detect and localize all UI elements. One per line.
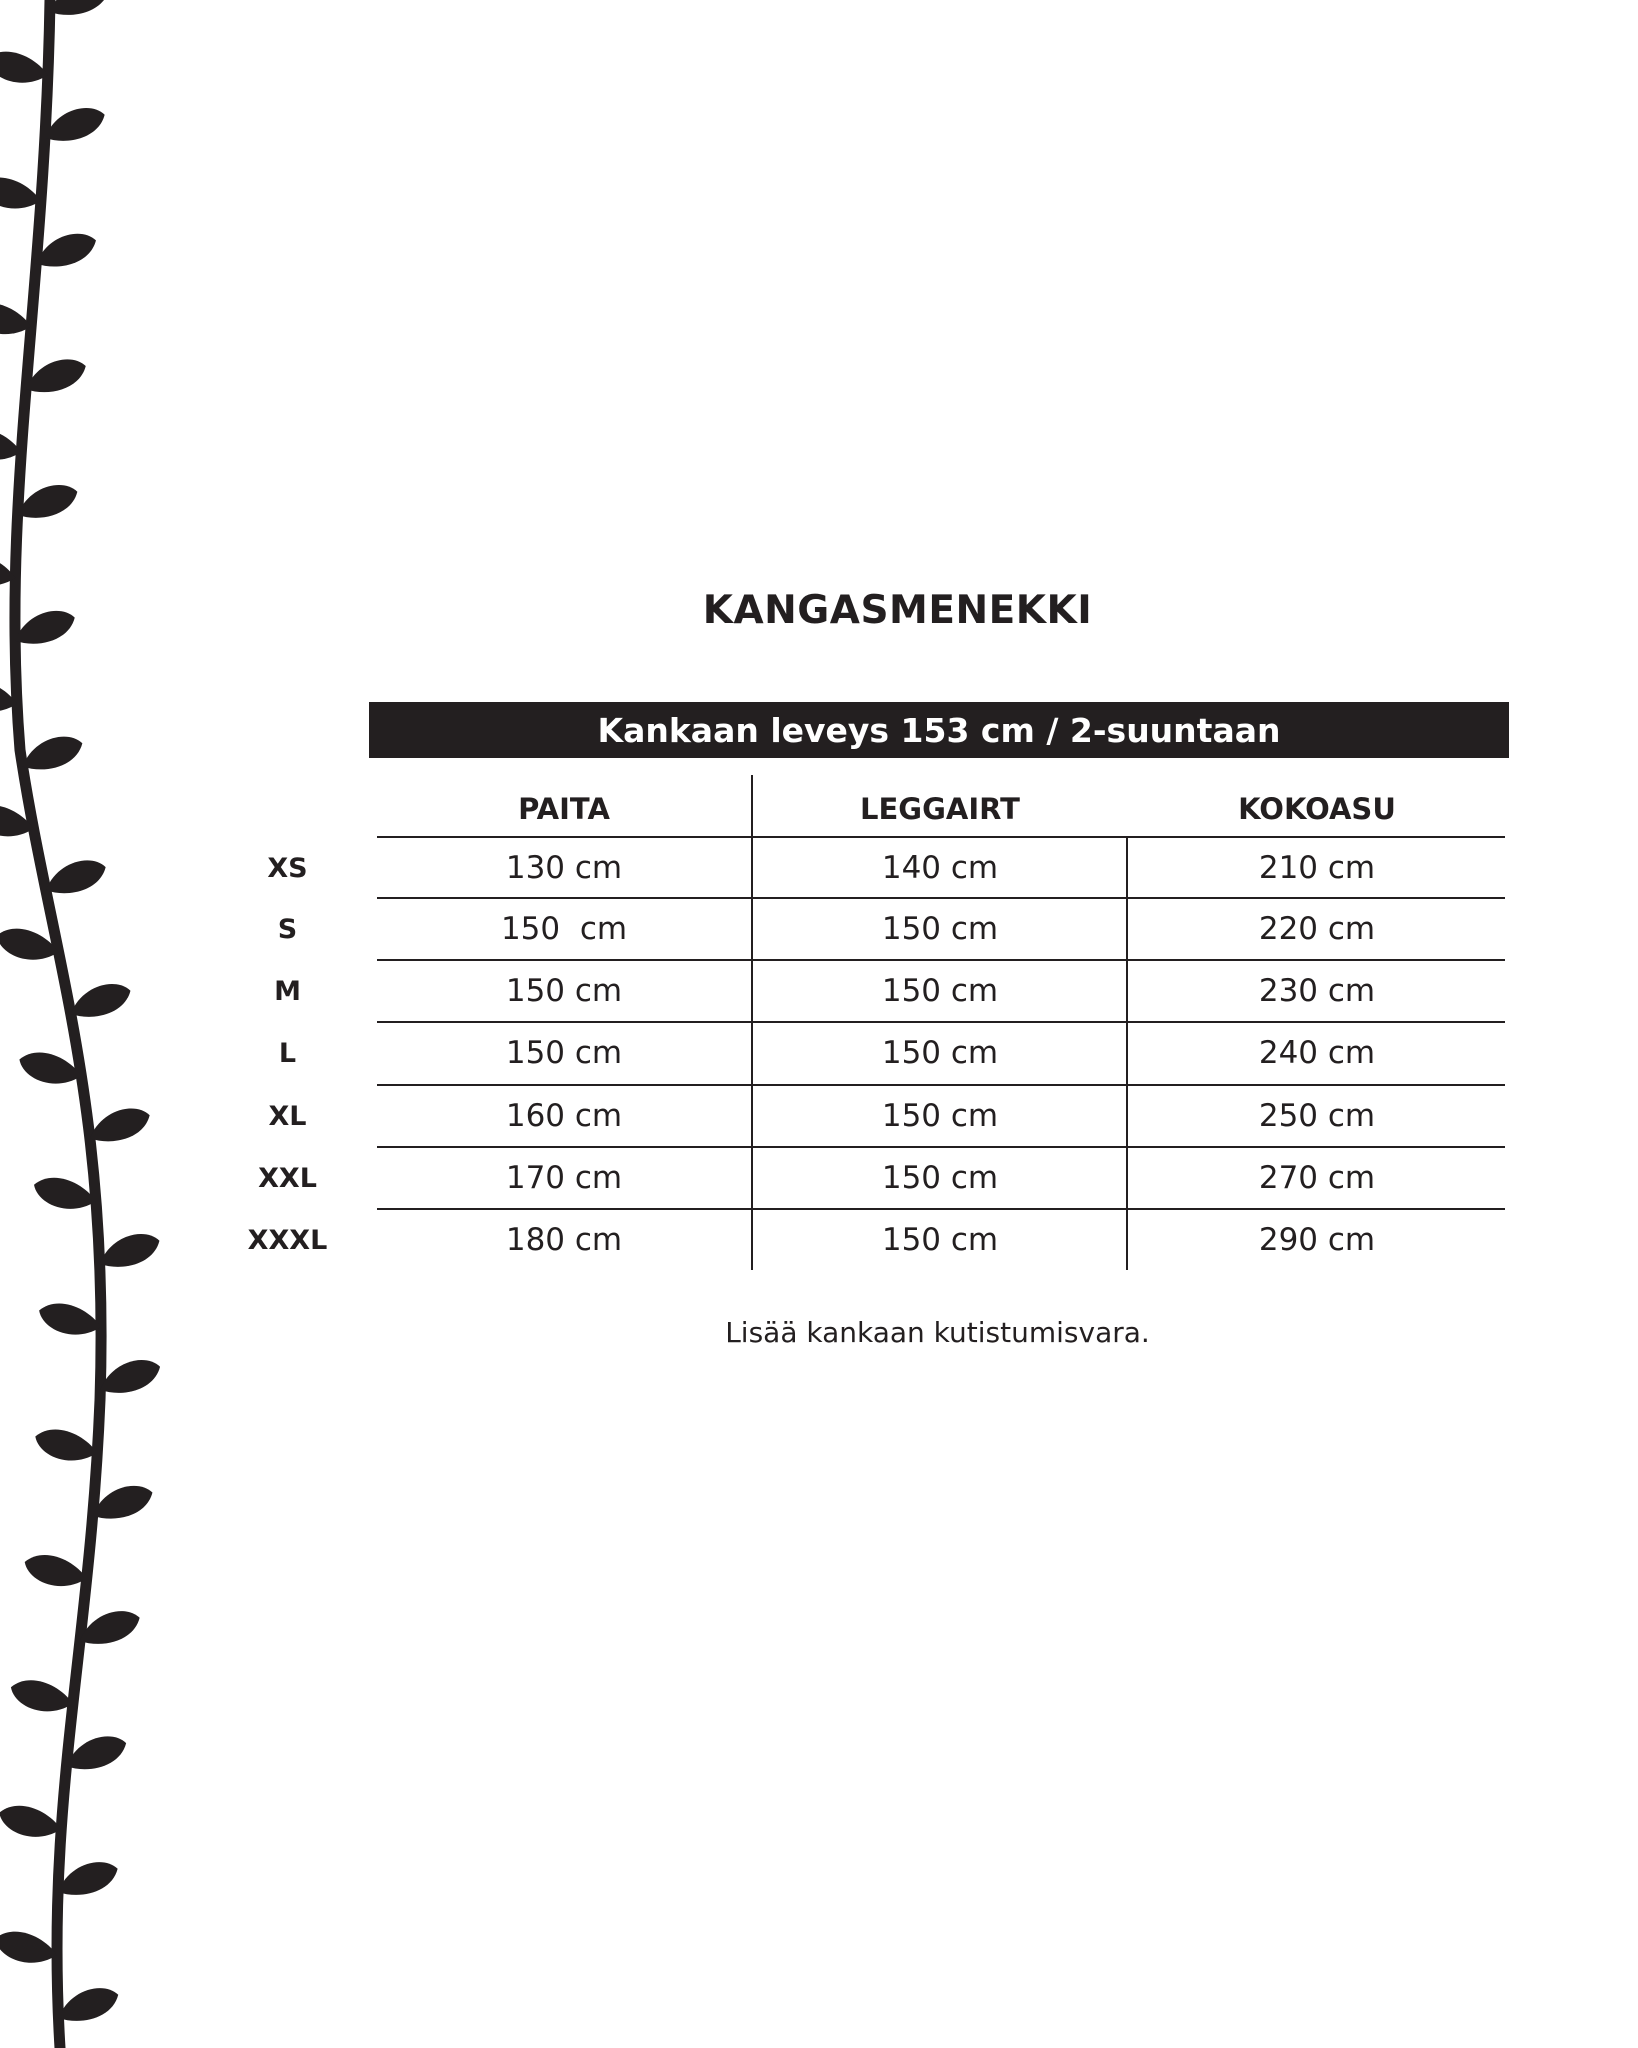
size-label: XXXL: [247, 1224, 328, 1256]
table-cell-kokoasu: 240 cm: [1258, 1035, 1376, 1071]
table-cell-paita: 180 cm: [505, 1222, 623, 1258]
table-cell-kokoasu: 290 cm: [1258, 1222, 1376, 1258]
page-title: KANGASMENEKKI: [702, 588, 1093, 633]
column-header-paita: PAITA: [518, 792, 610, 826]
table-cell-paita: 150 cm: [505, 973, 623, 1009]
table-cell-kokoasu: 230 cm: [1258, 973, 1376, 1009]
table-cell-leggairt: 150 cm: [881, 1035, 999, 1071]
table-cell-paita: 130 cm: [505, 850, 623, 886]
size-label: S: [277, 913, 298, 945]
table-cell-paita: 170 cm: [505, 1160, 623, 1196]
leaf-icon: [0, 1799, 65, 1846]
leaf-vine-decoration: [0, 0, 200, 2048]
table-cell-leggairt: 150 cm: [881, 973, 999, 1009]
leaf-icon: [0, 1925, 60, 1972]
table-cell-kokoasu: 250 cm: [1258, 1098, 1376, 1134]
column-header-kokoasu: KOKOASU: [1238, 792, 1396, 826]
table-cell-leggairt: 150 cm: [881, 1160, 999, 1196]
table-cell-leggairt: 140 cm: [881, 850, 999, 886]
size-label: M: [274, 975, 301, 1007]
column-header-leggairt: LEGGAIRT: [860, 792, 1020, 826]
leaf-icon: [31, 1422, 101, 1469]
table-cell-kokoasu: 220 cm: [1258, 911, 1376, 947]
size-label: L: [278, 1037, 297, 1069]
shrinkage-note: Lisää kankaan kutistumisvara.: [725, 1316, 1150, 1349]
table-cell-leggairt: 150 cm: [881, 911, 999, 947]
size-label: XL: [268, 1100, 307, 1132]
table-cell-paita: 150 cm: [500, 911, 628, 947]
table-cell-paita: 160 cm: [505, 1098, 623, 1134]
size-label: XXL: [258, 1162, 317, 1194]
table-cell-leggairt: 150 cm: [881, 1222, 999, 1258]
size-label: XS: [267, 852, 308, 884]
leaf-icon: [20, 1548, 90, 1595]
leaf-icon: [7, 1673, 77, 1720]
table-cell-paita: 150 cm: [505, 1035, 623, 1071]
fabric-width-banner: Kankaan leveys 153 cm / 2-suuntaan: [369, 702, 1509, 758]
table-cell-kokoasu: 210 cm: [1258, 850, 1376, 886]
table-cell-kokoasu: 270 cm: [1258, 1160, 1376, 1196]
table-cell-leggairt: 150 cm: [881, 1098, 999, 1134]
